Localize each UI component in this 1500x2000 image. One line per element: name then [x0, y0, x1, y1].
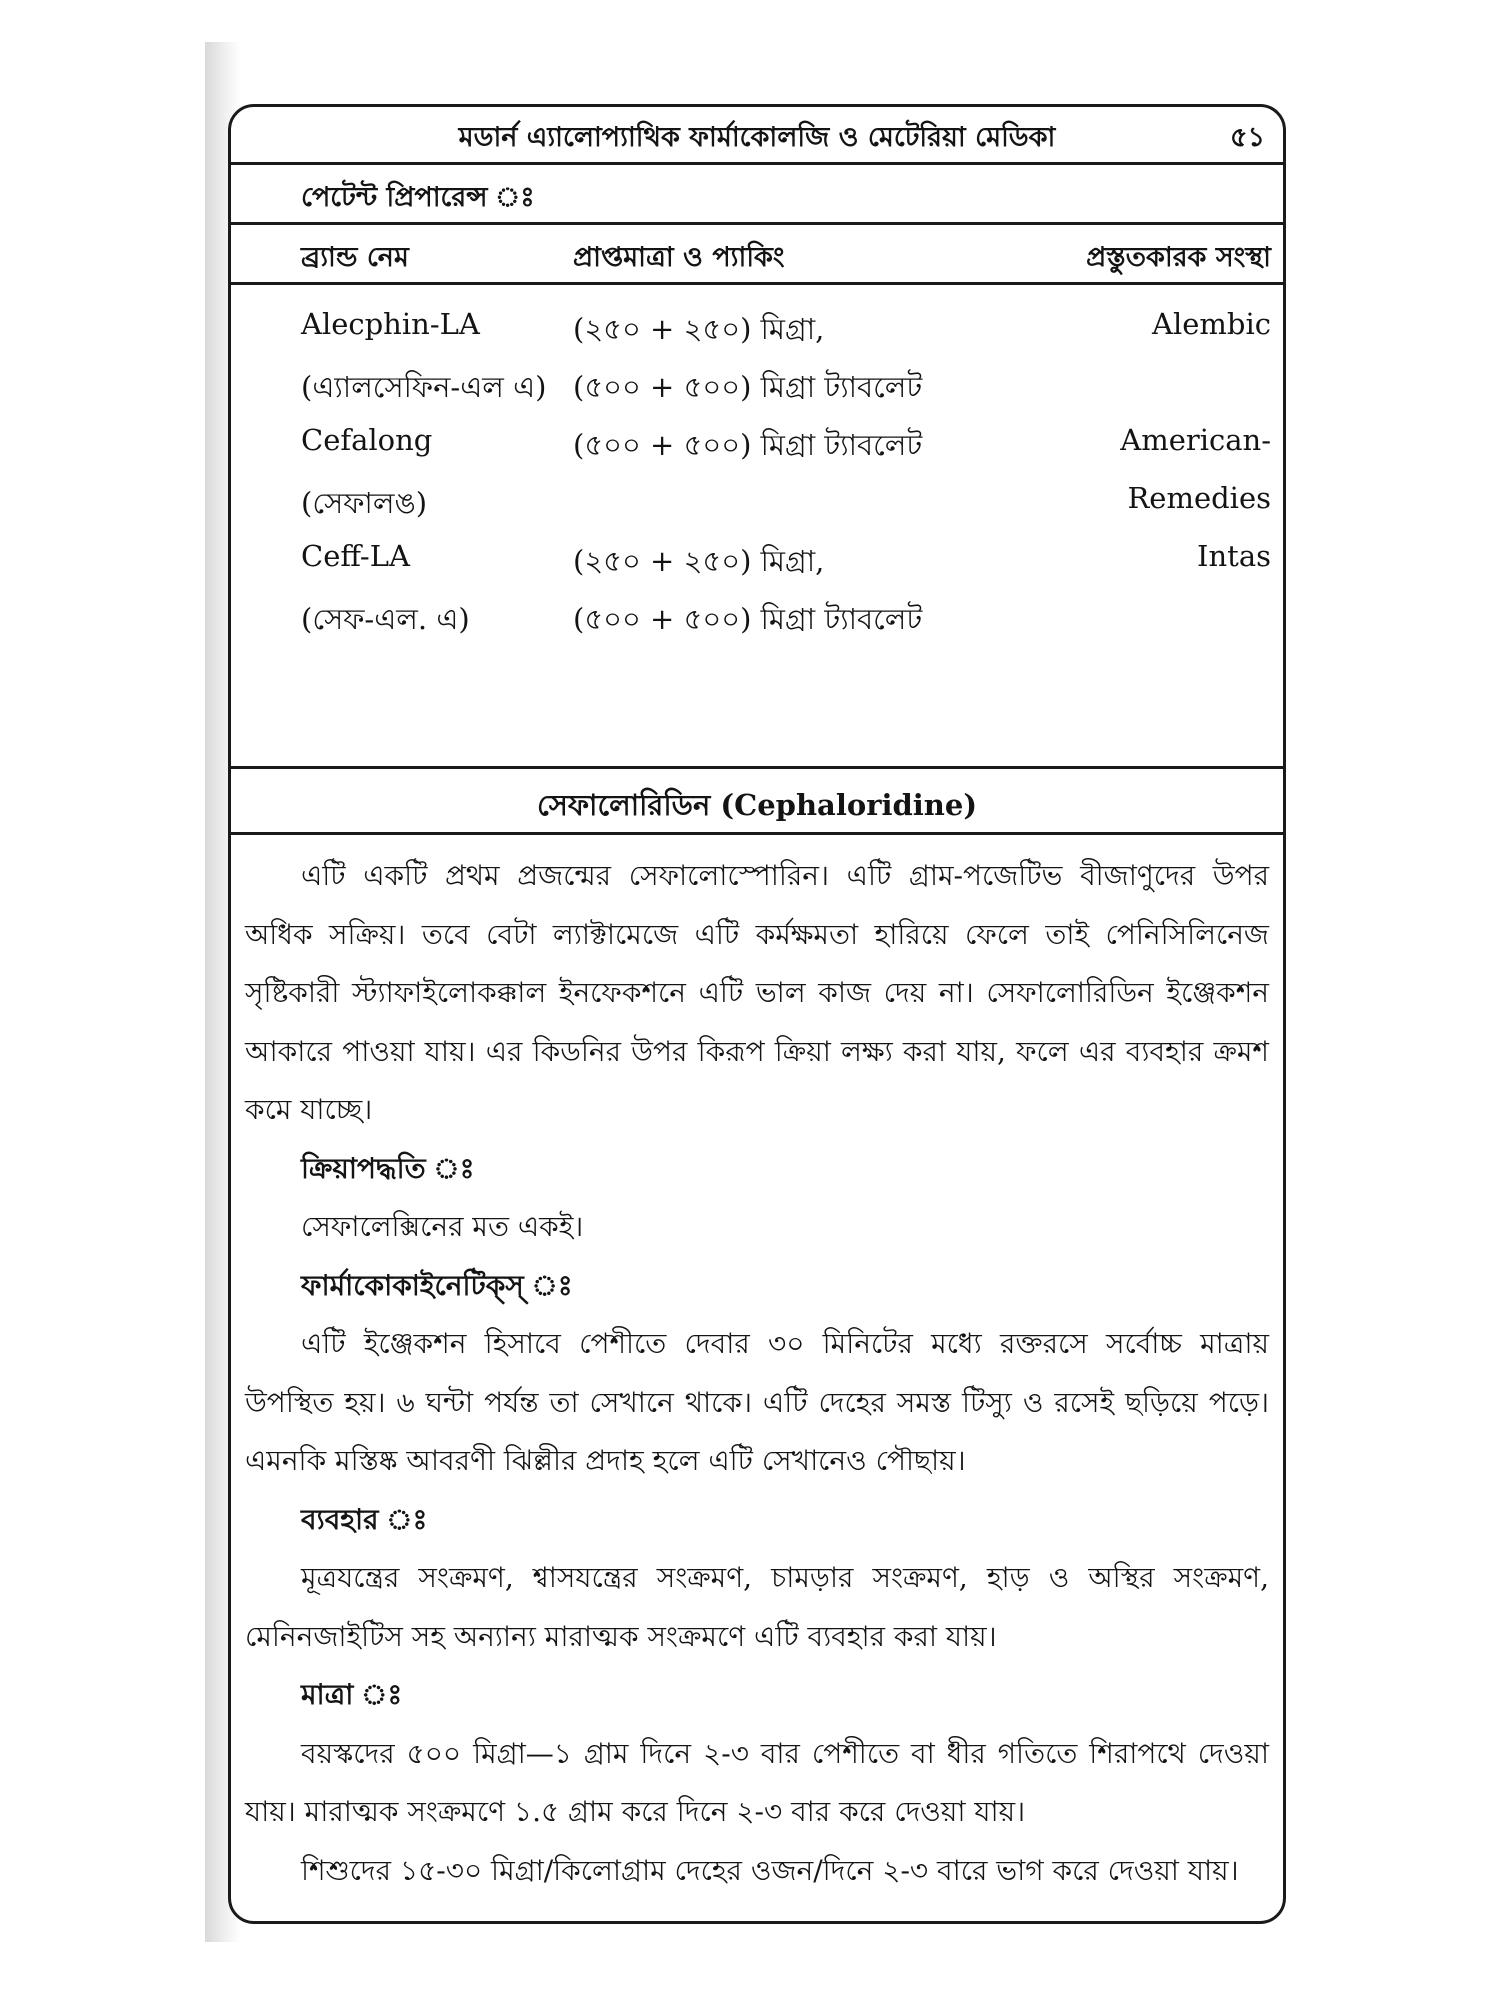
dose-heading: মাত্রা ঃ	[301, 1678, 403, 1711]
use-text: মূত্রযন্ত্রের সংক্রমণ, শ্বাসযন্ত্রের সংক্রমণ, চামড়ার সংক্রমণ, হাড় ও অস্থির সংক্রমণ, মেনিনজাইটিস সহ অন্যান্য মারাত্মক সংক্রমণে এটি ব্যবহার করা যায়।	[245, 1561, 1269, 1653]
maker-cell: Intas	[1197, 539, 1271, 573]
brand-cell: Cefalong	[301, 423, 433, 457]
preparations-table	[231, 285, 1283, 769]
column-header-brand: ব্র্যান্ড নেম	[301, 242, 409, 273]
dose-child-text: শিশুদের ১৫-৩০ মিগ্রা/কিলোগ্রাম দেহের ওজন/দিনে ২-৩ বারে ভাগ করে দেওয়া যায়।	[301, 1853, 1239, 1887]
brand-cell: Alecphin-LA	[301, 307, 480, 341]
page-number: ৫১	[1229, 122, 1265, 153]
maker-cell: Remedies	[1127, 481, 1271, 515]
running-header	[231, 107, 1283, 165]
patent-heading: পেটেন্ট প্রিপারেন্স ঃ	[301, 182, 535, 213]
table-row	[231, 419, 1283, 477]
strength-cell: (৫০০ + ৫০০) মিগ্রা ট্যাবলেট	[573, 370, 923, 404]
section-title-row	[231, 769, 1283, 835]
pharmacokinetics-text: এটি ইঞ্জেকশন হিসাবে পেশীতে দেবার ৩০ মিনিটের মধ্যে রক্তরসে সর্বোচ্চ মাত্রায় উপস্থিত হয়। ৬ ঘন্টা পর্যন্ত তা সেখানে থাকে। এটি দেহের সমস্ত টিস্যু ও রসেই ছড়িয়ে পড়ে। এমনকি মস্তিষ্ক আবরণী ঝিল্লীর প্রদাহ হলে এটি সেখানেও পৌছায়।	[245, 1327, 1269, 1477]
brand-cell: (সেফালঙ)	[301, 486, 428, 520]
brand-cell: (এ্যালসেফিন-এল এ)	[301, 370, 547, 404]
section-title: সেফালোরিডিন (Cephaloridine)	[536, 788, 978, 822]
table-header	[231, 225, 1283, 285]
brand-cell: Ceff-LA	[301, 539, 410, 573]
strength-cell: (৫০০ + ৫০০) মিগ্রা ট্যাবলেট	[573, 428, 923, 462]
use-heading: ব্যবহার ঃ	[301, 1502, 428, 1536]
strength-cell: (২৫০ + ২৫০) মিগ্রা,	[573, 312, 825, 346]
maker-cell: American-	[1120, 423, 1271, 457]
patent-heading-row	[231, 165, 1283, 225]
pharmacokinetics-heading: ফার্মাকোকাইনেটিক্স্‌ ঃ	[301, 1268, 573, 1302]
table-row	[231, 535, 1283, 593]
table-row	[231, 303, 1283, 361]
column-header-strength: প্রাপ্তমাত্রা ও প্যাকিং	[573, 242, 785, 273]
book-title: মডার্ন এ্যালোপ্যাথিক ফার্মাকোলজি ও মেটেরিয়া মেডিকা	[458, 122, 1056, 153]
strength-cell: (২৫০ + ২৫০) মিগ্রা,	[573, 544, 825, 578]
monograph-body	[231, 835, 1283, 1921]
column-header-maker: প্রস্তুতকারক সংস্থা	[1086, 242, 1271, 273]
strength-cell: (৫০০ + ৫০০) মিগ্রা ট্যাবলেট	[573, 602, 923, 636]
page-frame	[228, 104, 1286, 1924]
intro-paragraph: এটি একটি প্রথম প্রজন্মের সেফালোস্পোরিন। এটি গ্রাম-পজেটিভ বীজাণুদের উপর অধিক সক্রিয়। তবে বেটা ল্যাক্টামেজে এটি কর্মক্ষমতা হারিয়ে ফেলে তাই পেনিসিলিনেজ সৃষ্টিকারী স্ট্যাফাইলোকক্কাল ইনফেকশনে এটি ভাল কাজ দেয় না। সেফালোরিডিন ইঞ্জেকশন আকারে পাওয়া যায়। এর কিডনির উপর কিরূপ ক্রিয়া লক্ষ্য করা যায়, ফলে এর ব্যবহার ক্রমশ কমে যাচ্ছে।	[245, 859, 1269, 1126]
dose-adult-text: বয়স্কদের ৫০০ মিগ্রা—১ গ্রাম দিনে ২-৩ বার পেশীতে বা ধীর গতিতে শিরাপথে দেওয়া যায়। মারাত্মক সংক্রমণে ১.৫ গ্রাম করে দিনে ২-৩ বার করে দেওয়া যায়।	[245, 1736, 1269, 1828]
table-row	[231, 593, 1283, 651]
table-row	[231, 361, 1283, 419]
brand-cell: (সেফ-এল. এ)	[301, 602, 470, 636]
maker-cell: Alembic	[1152, 307, 1271, 341]
mechanism-text: সেফালেক্সিনের মত একই।	[301, 1210, 584, 1243]
mechanism-heading: ক্রিয়াপদ্ধতি ঃ	[301, 1151, 475, 1185]
table-row	[231, 477, 1283, 535]
